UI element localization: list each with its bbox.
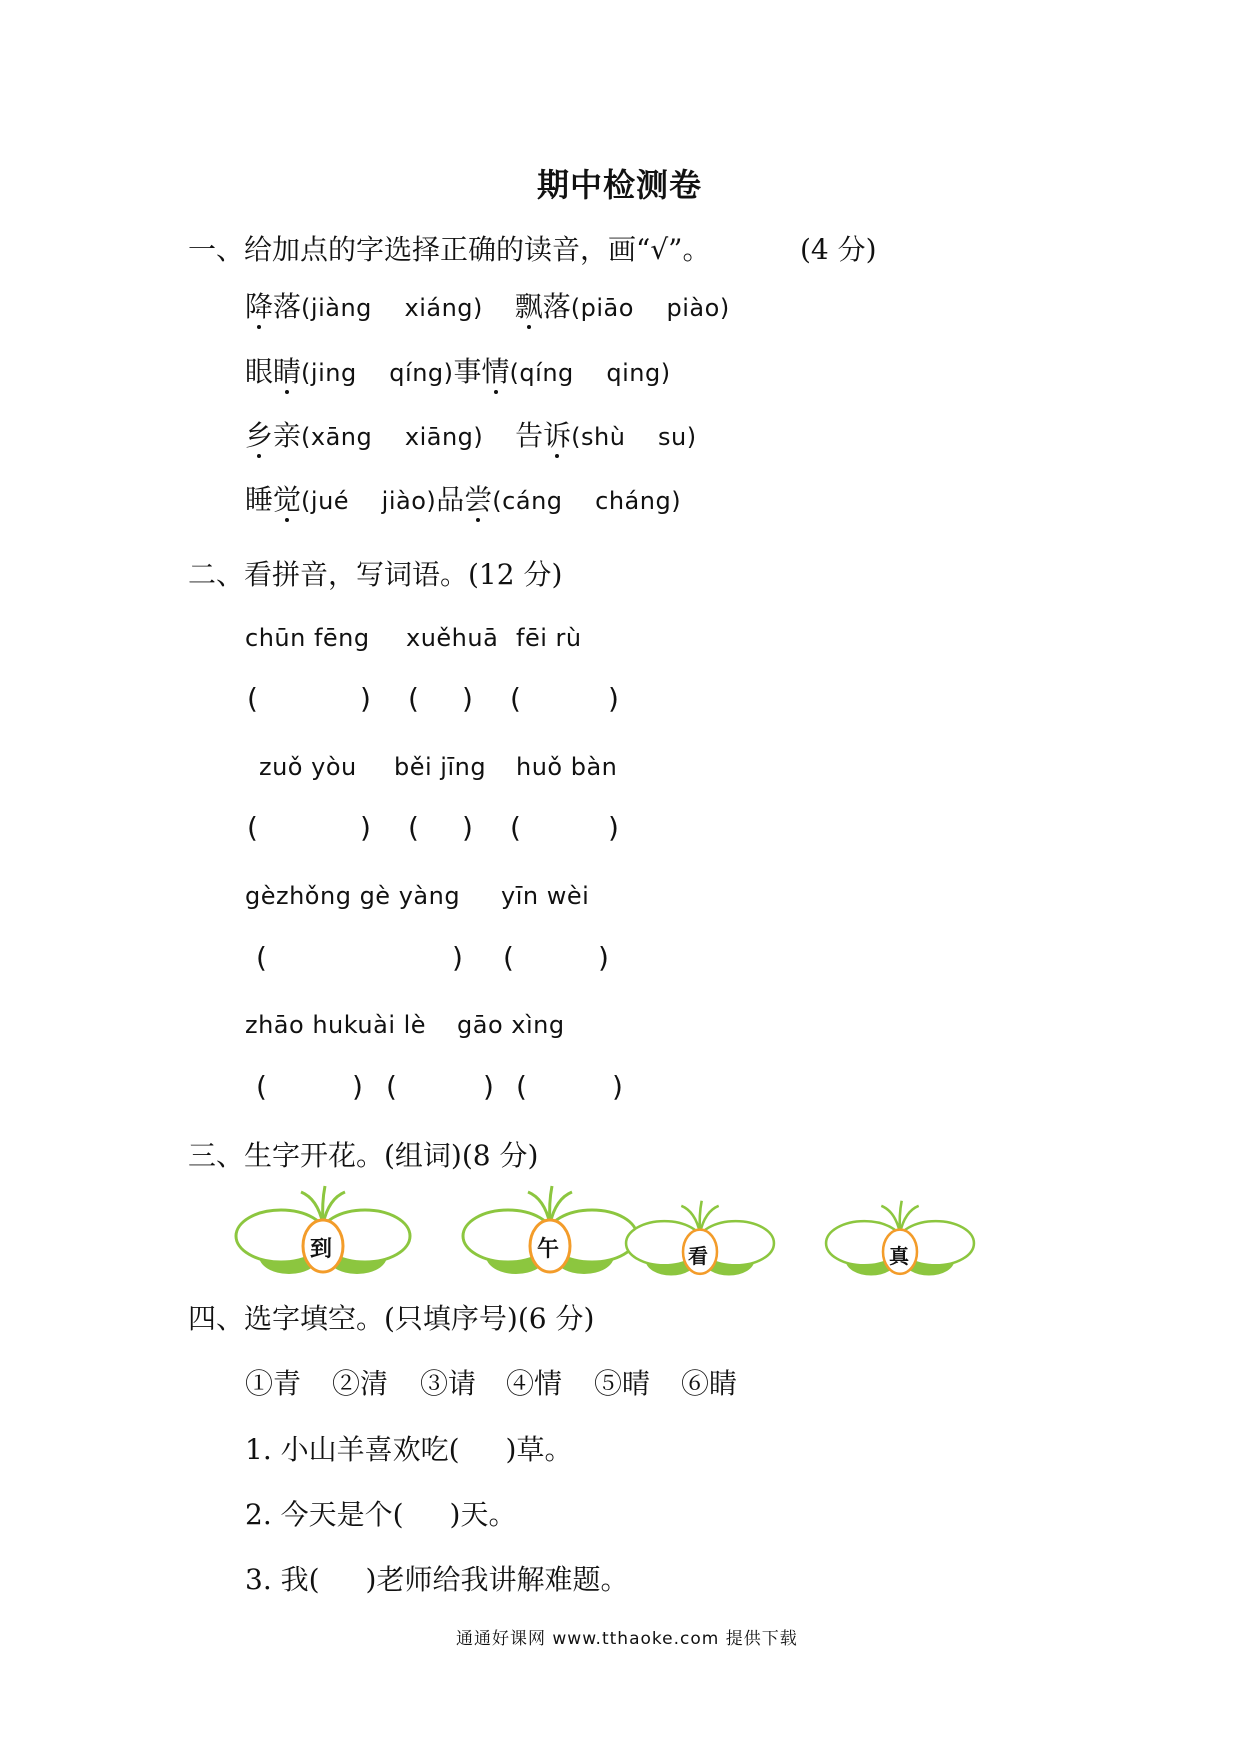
q4-item-3: 3. 我( )老师给我讲解难题。 bbox=[245, 1563, 629, 1596]
pinyin-word: gāo xìng bbox=[457, 1011, 565, 1039]
blank-close: ) bbox=[462, 682, 473, 715]
dotted-char: 尝 bbox=[464, 478, 492, 518]
blank-open: ( bbox=[256, 1070, 267, 1103]
q4-option: ④情 bbox=[506, 1367, 563, 1400]
blank-close: ) bbox=[452, 941, 463, 974]
pinyin-options: (jué jiào) bbox=[301, 487, 437, 515]
pinyin-word: huǒ bàn bbox=[516, 753, 618, 781]
dotted-char: 降 bbox=[245, 285, 273, 325]
pinyin-options: (shù su) bbox=[571, 423, 697, 451]
q1-row-4: 睡觉(jué jiào)品尝(cáng cháng) bbox=[245, 478, 681, 518]
blank-open: ( bbox=[510, 811, 521, 844]
q1-row-3: 乡亲(xāng xiāng) 告诉(shù su) bbox=[245, 414, 697, 454]
pinyin-options: (jing qíng) bbox=[301, 359, 454, 387]
pinyin-word: fēi rù bbox=[516, 624, 582, 652]
q3-heading: 三、生字开花。(组词)(8 分) bbox=[188, 1139, 539, 1172]
q1-heading: 一、给加点的字选择正确的读音，画“√”。 bbox=[188, 233, 711, 266]
pinyin-word: zhāo hukuài lè bbox=[245, 1011, 427, 1039]
pinyin-options: (cáng cháng) bbox=[492, 487, 682, 515]
flower-char: 午 bbox=[537, 1236, 560, 1262]
pinyin-word: zuǒ yòu bbox=[259, 753, 357, 781]
blank-close: ) bbox=[352, 1070, 363, 1103]
flower-char: 真 bbox=[889, 1244, 909, 1268]
pinyin-word: běi jīng bbox=[394, 753, 487, 781]
pinyin-word: gèzhǒng gè yàng bbox=[245, 882, 461, 910]
blank-open: ( bbox=[386, 1070, 397, 1103]
blank-open: ( bbox=[247, 811, 258, 844]
dotted-char: 乡 bbox=[245, 414, 273, 454]
dotted-char: 诉 bbox=[543, 414, 571, 454]
pinyin-options: (xāng xiāng) bbox=[301, 423, 484, 451]
blank-open: ( bbox=[247, 682, 258, 715]
blank-open: ( bbox=[510, 682, 521, 715]
blank-open: ( bbox=[408, 682, 419, 715]
blank-open: ( bbox=[256, 941, 267, 974]
pinyin-word: chūn fēng bbox=[245, 624, 370, 652]
flower-char: 看 bbox=[688, 1244, 708, 1268]
dotted-char: 飘 bbox=[515, 285, 543, 325]
blank-close: ) bbox=[608, 682, 619, 715]
q4-item-1: 1. 小山羊喜欢吃( )草。 bbox=[245, 1433, 573, 1466]
dotted-char: 觉 bbox=[273, 478, 301, 518]
blank-open: ( bbox=[408, 811, 419, 844]
blank-close: ) bbox=[360, 682, 371, 715]
q4-option: ②清 bbox=[332, 1367, 389, 1400]
q1-row-1: 降落(jiàng xiáng) 飘落(piāo piào) bbox=[245, 285, 730, 325]
pinyin-options: (piāo piào) bbox=[570, 294, 730, 322]
q4-item-2: 2. 今天是个( )天。 bbox=[245, 1498, 517, 1531]
blank-close: ) bbox=[598, 941, 609, 974]
flower-char: 到 bbox=[310, 1236, 333, 1262]
footer-text: 通通好课网 www.tthaoke.com 提供下载 bbox=[456, 1629, 798, 1649]
q4-option: ⑥睛 bbox=[681, 1367, 738, 1400]
dotted-char: 睛 bbox=[273, 350, 301, 390]
blank-open: ( bbox=[516, 1070, 527, 1103]
pinyin-options: (qíng qing) bbox=[509, 359, 671, 387]
blank-close: ) bbox=[360, 811, 371, 844]
pinyin-options: (jiàng xiáng) bbox=[301, 294, 483, 322]
blank-open: ( bbox=[503, 941, 514, 974]
pinyin-word: xuěhuā bbox=[406, 624, 499, 652]
q4-option: ⑤晴 bbox=[594, 1367, 651, 1400]
q2-heading: 二、看拼音，写词语。(12 分) bbox=[188, 558, 563, 591]
pinyin-word: yīn wèi bbox=[501, 882, 590, 910]
q1-row-2: 眼睛(jing qíng)事情(qíng qing) bbox=[245, 350, 671, 390]
blank-close: ) bbox=[608, 811, 619, 844]
blank-close: ) bbox=[483, 1070, 494, 1103]
q4-heading: 四、选字填空。(只填序号)(6 分) bbox=[188, 1302, 595, 1335]
q1-score: (4 分) bbox=[800, 233, 877, 266]
q4-option: ③请 bbox=[420, 1367, 477, 1400]
page-title: 期中检测卷 bbox=[537, 166, 703, 204]
blank-close: ) bbox=[462, 811, 473, 844]
blank-close: ) bbox=[612, 1070, 623, 1103]
q4-option: ①青 bbox=[245, 1367, 302, 1400]
dotted-char: 情 bbox=[482, 350, 510, 390]
